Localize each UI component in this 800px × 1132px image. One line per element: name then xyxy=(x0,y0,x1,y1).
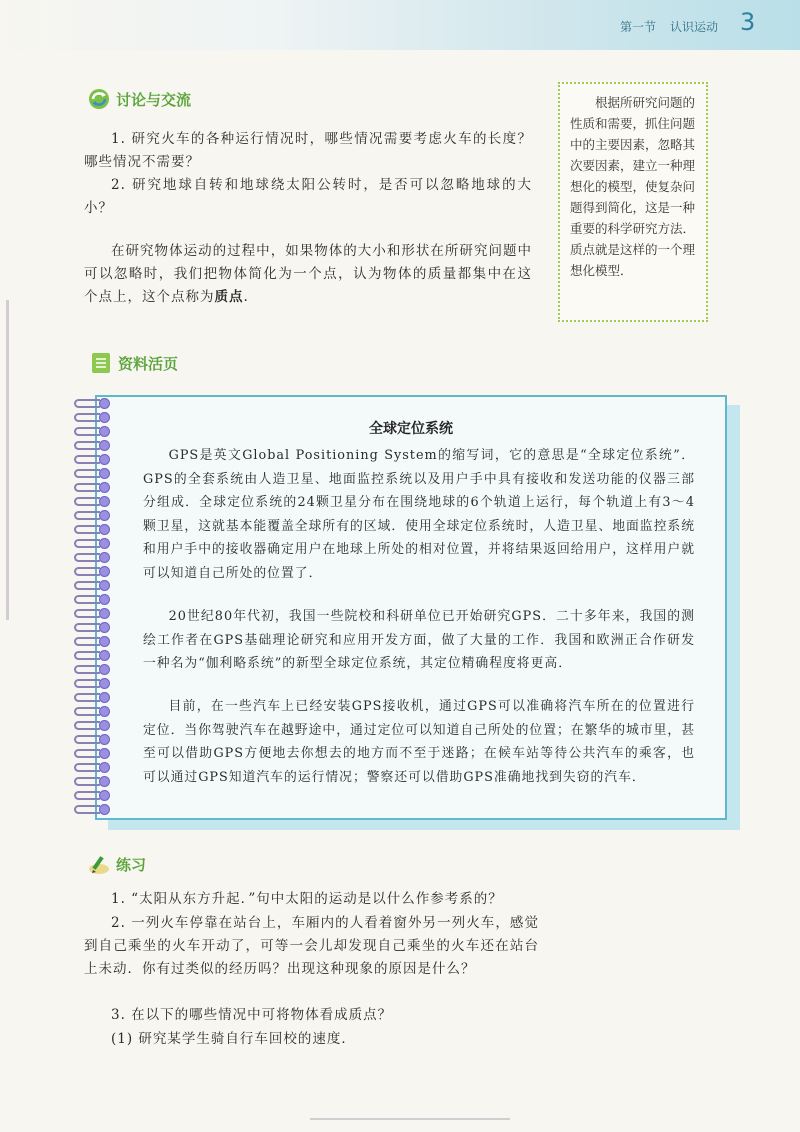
discussion-title: 讨论与交流 xyxy=(116,90,192,109)
resource-title: 资料活页 xyxy=(118,354,179,373)
binding-coil xyxy=(74,581,100,590)
binding-ring xyxy=(99,440,110,451)
header-section: 第一节 xyxy=(620,20,657,34)
pencil-icon xyxy=(88,853,110,875)
discussion-question-2: 2. 研究地球自转和地球绕太阳公转时，是否可以忽略地球的大小？ xyxy=(84,177,532,216)
binding-coil xyxy=(74,777,100,786)
binding-ring xyxy=(99,762,110,773)
binding-ring xyxy=(99,790,110,801)
binding-ring xyxy=(99,748,110,759)
mass-point-end: . xyxy=(243,289,249,305)
binding-ring xyxy=(99,566,110,577)
binding-coil xyxy=(74,553,100,562)
binding-coil xyxy=(74,441,100,450)
binding-coil xyxy=(74,399,100,408)
binding-coil xyxy=(74,609,100,618)
mass-point-text: 在研究物体运动的过程中，如果物体的大小和形状在所研究问题中可以忽略时，我们把物体简化为一个点，认为物体的质量都集中在这个点上，这个点称为 xyxy=(84,243,532,305)
discussion-heading xyxy=(88,88,191,110)
binding-coil xyxy=(74,567,100,576)
resource-heading xyxy=(90,352,178,374)
discussion-question-1: 1. 研究火车的各种运行情况时，哪些情况需要考虑火车的长度？哪些情况不需要？ xyxy=(84,131,532,170)
binding-coil xyxy=(74,679,100,688)
binding-ring xyxy=(99,538,110,549)
notebook-icon xyxy=(90,352,112,374)
binding-ring xyxy=(99,468,110,479)
binding-ring xyxy=(99,776,110,787)
exercise-question-3a: (1) 研究某学生骑自行车回校的速度． xyxy=(111,1031,356,1047)
binding-coil xyxy=(74,469,100,478)
binding-ring xyxy=(99,398,110,409)
binding-coil xyxy=(74,455,100,464)
binding-ring xyxy=(99,706,110,717)
sidebar-tip: 根据所研究问题的性质和需要，抓住问题中的主要因素，忽略其次要因素，建立一种理想化的模型，使复杂问题得到简化，这是一种重要的科学研究方法．质点就是这样的一个理想化模型． xyxy=(558,82,708,322)
binding-coil xyxy=(74,539,100,548)
recycle-arrows-icon xyxy=(88,88,110,110)
exercise-heading xyxy=(88,853,146,875)
binding-coil xyxy=(74,805,100,814)
binding-coil xyxy=(74,763,100,772)
binding-ring xyxy=(99,524,110,535)
binding-ring xyxy=(99,580,110,591)
binding-ring xyxy=(99,692,110,703)
gps-paragraph-2: 20世纪80年代初，我国一些院校和科研单位已开始研究GPS．二十多年来，我国的测绘工作者在GPS基础理论研究和应用开发方面，做了大量的工作．我国和欧洲正合作研发一种名为“伽利略系统”的新型全球定位系统，其定位精确程度将更高． xyxy=(143,609,695,671)
gps-paragraph-3: 目前，在一些汽车上已经安装GPS接收机，通过GPS可以准确将汽车所在的位置进行定位．当你驾驶汽车在越野途中，通过定位可以知道自己所处的位置；在繁华的城市里，甚至可以借助GPS方便地去你想去的地方而不至于迷路；在候车站等待公共汽车的乘客，也可以通过GPS知道汽车的运行情况；警察还可以借助GPS准确地找到失窃的汽车． xyxy=(143,699,695,785)
binding-ring xyxy=(99,552,110,563)
binding-ring xyxy=(99,510,110,521)
binding-ring xyxy=(99,622,110,633)
binding-coil xyxy=(74,665,100,674)
binding-coil xyxy=(74,483,100,492)
binding-coil xyxy=(74,749,100,758)
binding-coil xyxy=(74,721,100,730)
binding-line xyxy=(6,300,9,620)
gps-paragraph-1: GPS是英文Global Positioning System的缩写词，它的意思是“全球定位系统”．GPS的全套系统由人造卫星、地面监控系统以及用户手中具有接收和发送功能的仪器三部分组成．全球定位系统的24颗卫星分布在围绕地球的6个轨道上运行，每个轨道上有3～4颗卫星，这就基本能覆盖全球所有的区域．使用全球定位系统时，人造卫星、地面监控系统和用户手中的接收器确定用户在地球上所处的相对位置，并将结果返回给用户，这样用户就可以知道自己所处的位置了． xyxy=(143,448,695,581)
binding-coil xyxy=(74,511,100,520)
binding-ring xyxy=(99,454,110,465)
gps-card-title: 全球定位系统 xyxy=(369,421,453,437)
exercise-title: 练习 xyxy=(116,855,147,874)
binding-ring xyxy=(99,734,110,745)
binding-coil xyxy=(74,497,100,506)
binding-coil xyxy=(74,525,100,534)
binding-coil xyxy=(74,595,100,604)
binding-coil xyxy=(74,693,100,702)
binding-ring xyxy=(99,608,110,619)
binding-ring xyxy=(99,664,110,675)
page-number: 3 xyxy=(740,8,756,36)
header-topic: 认识运动 xyxy=(670,20,719,34)
binding-ring xyxy=(99,804,110,815)
binding-ring xyxy=(99,720,110,731)
binding-coil xyxy=(74,651,100,660)
bottom-rule xyxy=(310,1118,510,1120)
binding-ring xyxy=(99,636,110,647)
binding-ring xyxy=(99,496,110,507)
binding-coil xyxy=(74,707,100,716)
binding-ring xyxy=(99,650,110,661)
binding-coil xyxy=(74,735,100,744)
exercise-question-3: 3. 在以下的哪些情况中可将物体看成质点？ xyxy=(111,1007,393,1023)
exercise-question-2: 2. 一列火车停靠在站台上，车厢内的人看着窗外另一列火车，感觉到自己乘坐的火车开动了，可等一会儿却发现自己乘坐的火车还在站台上未动．你有过类似的经历吗？出现这种现象的原因是什么？ xyxy=(84,915,539,977)
binding-coil xyxy=(74,623,100,632)
binding-ring xyxy=(99,678,110,689)
binding-ring xyxy=(99,482,110,493)
binding-coil xyxy=(74,791,100,800)
binding-coil xyxy=(74,637,100,646)
mass-point-paragraph xyxy=(84,240,532,309)
binding-ring xyxy=(99,594,110,605)
mass-point-term: 质点 xyxy=(214,289,244,305)
exercise-question-1: 1. “太阳从东方升起．”句中太阳的运动是以什么作参考系的？ xyxy=(111,891,503,907)
